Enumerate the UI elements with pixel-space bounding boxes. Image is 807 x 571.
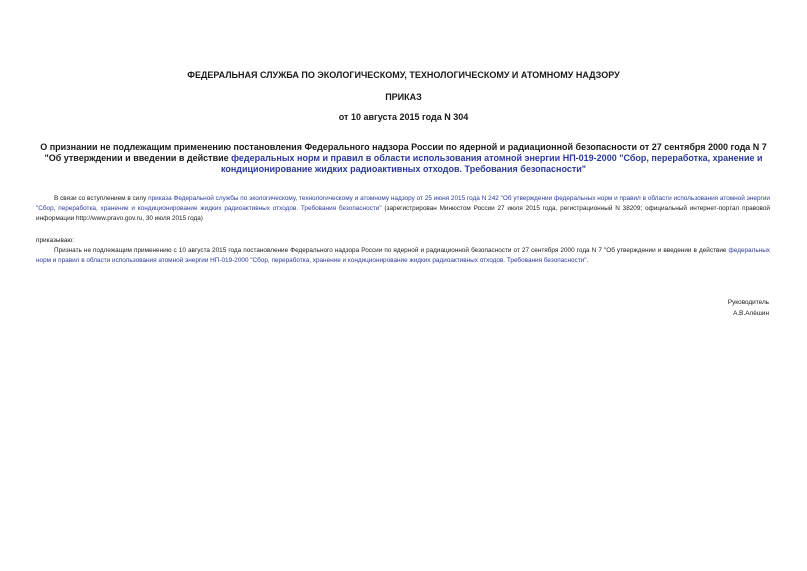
preamble-paragraph — [36, 194, 770, 224]
order-paragraph — [36, 246, 770, 266]
signature-block — [728, 297, 769, 319]
title-norms-link[interactable]: федеральных норм и правил в области использования атомной энергии НП-019-2000 "Сбор, переработка, хранение и кондиционирование жидких радиоактивных отходов. Требования безопасности" — [220, 153, 763, 174]
order-text-end: . — [586, 257, 589, 264]
document-date-number: от 10 августа 2015 года N 304 — [338, 112, 469, 122]
order-word: приказываю: — [36, 237, 74, 244]
signature-name: А.В.Алёшин — [733, 310, 769, 317]
signature-position: Руководитель — [727, 299, 769, 306]
order-norms-link[interactable]: федеральных норм и правил в области использования атомной энергии НП-019-2000 "Сбор, переработка, хранение и кондиционирование жидких радиоактивных отходов. Требования безопасности" — [36, 247, 770, 264]
preamble-order-link[interactable]: приказа Федеральной службы по экологическому, технологическому и атомному надзору от 25 июня 2015 года N 242 "Об утверждении федеральных норм и правил в области использования атомной энергии "Сбор, переработка, хранение и кондиционирование жидких радиоактивных отходов. Требования безопасности" — [36, 195, 770, 212]
preamble-text-end: (зарегистрирован Минюстом России 27 июля 2015 года, регистрационный N 38209; официальный интернет-портал правовой информации http://www.pravo.gov.ru, 30 июля 2015 года) — [36, 205, 770, 222]
preamble-text-start: В связи со вступлением в силу — [54, 195, 149, 202]
document-title — [40, 142, 767, 175]
order-text-start: Признать не подлежащим применению с 10 августа 2015 года постановление Федерального надзора России по ядерной и радиационной безопасности от 27 сентября 2000 года N 7 "Об утверждении и введении в действие — [54, 247, 729, 254]
title-text-start: О признании не подлежащим применению постановления Федерального надзора России по ядерной и радиационной безопасности от 27 сентября 2000 года N 7 "Об утверждении и введении в действие — [40, 142, 767, 163]
organization-heading: ФЕДЕРАЛЬНАЯ СЛУЖБА ПО ЭКОЛОГИЧЕСКОМУ, ТЕХНОЛОГИЧЕСКОМУ И АТОМНОМУ НАДЗОРУ — [187, 70, 620, 80]
document-type-heading: ПРИКАЗ — [385, 92, 422, 102]
